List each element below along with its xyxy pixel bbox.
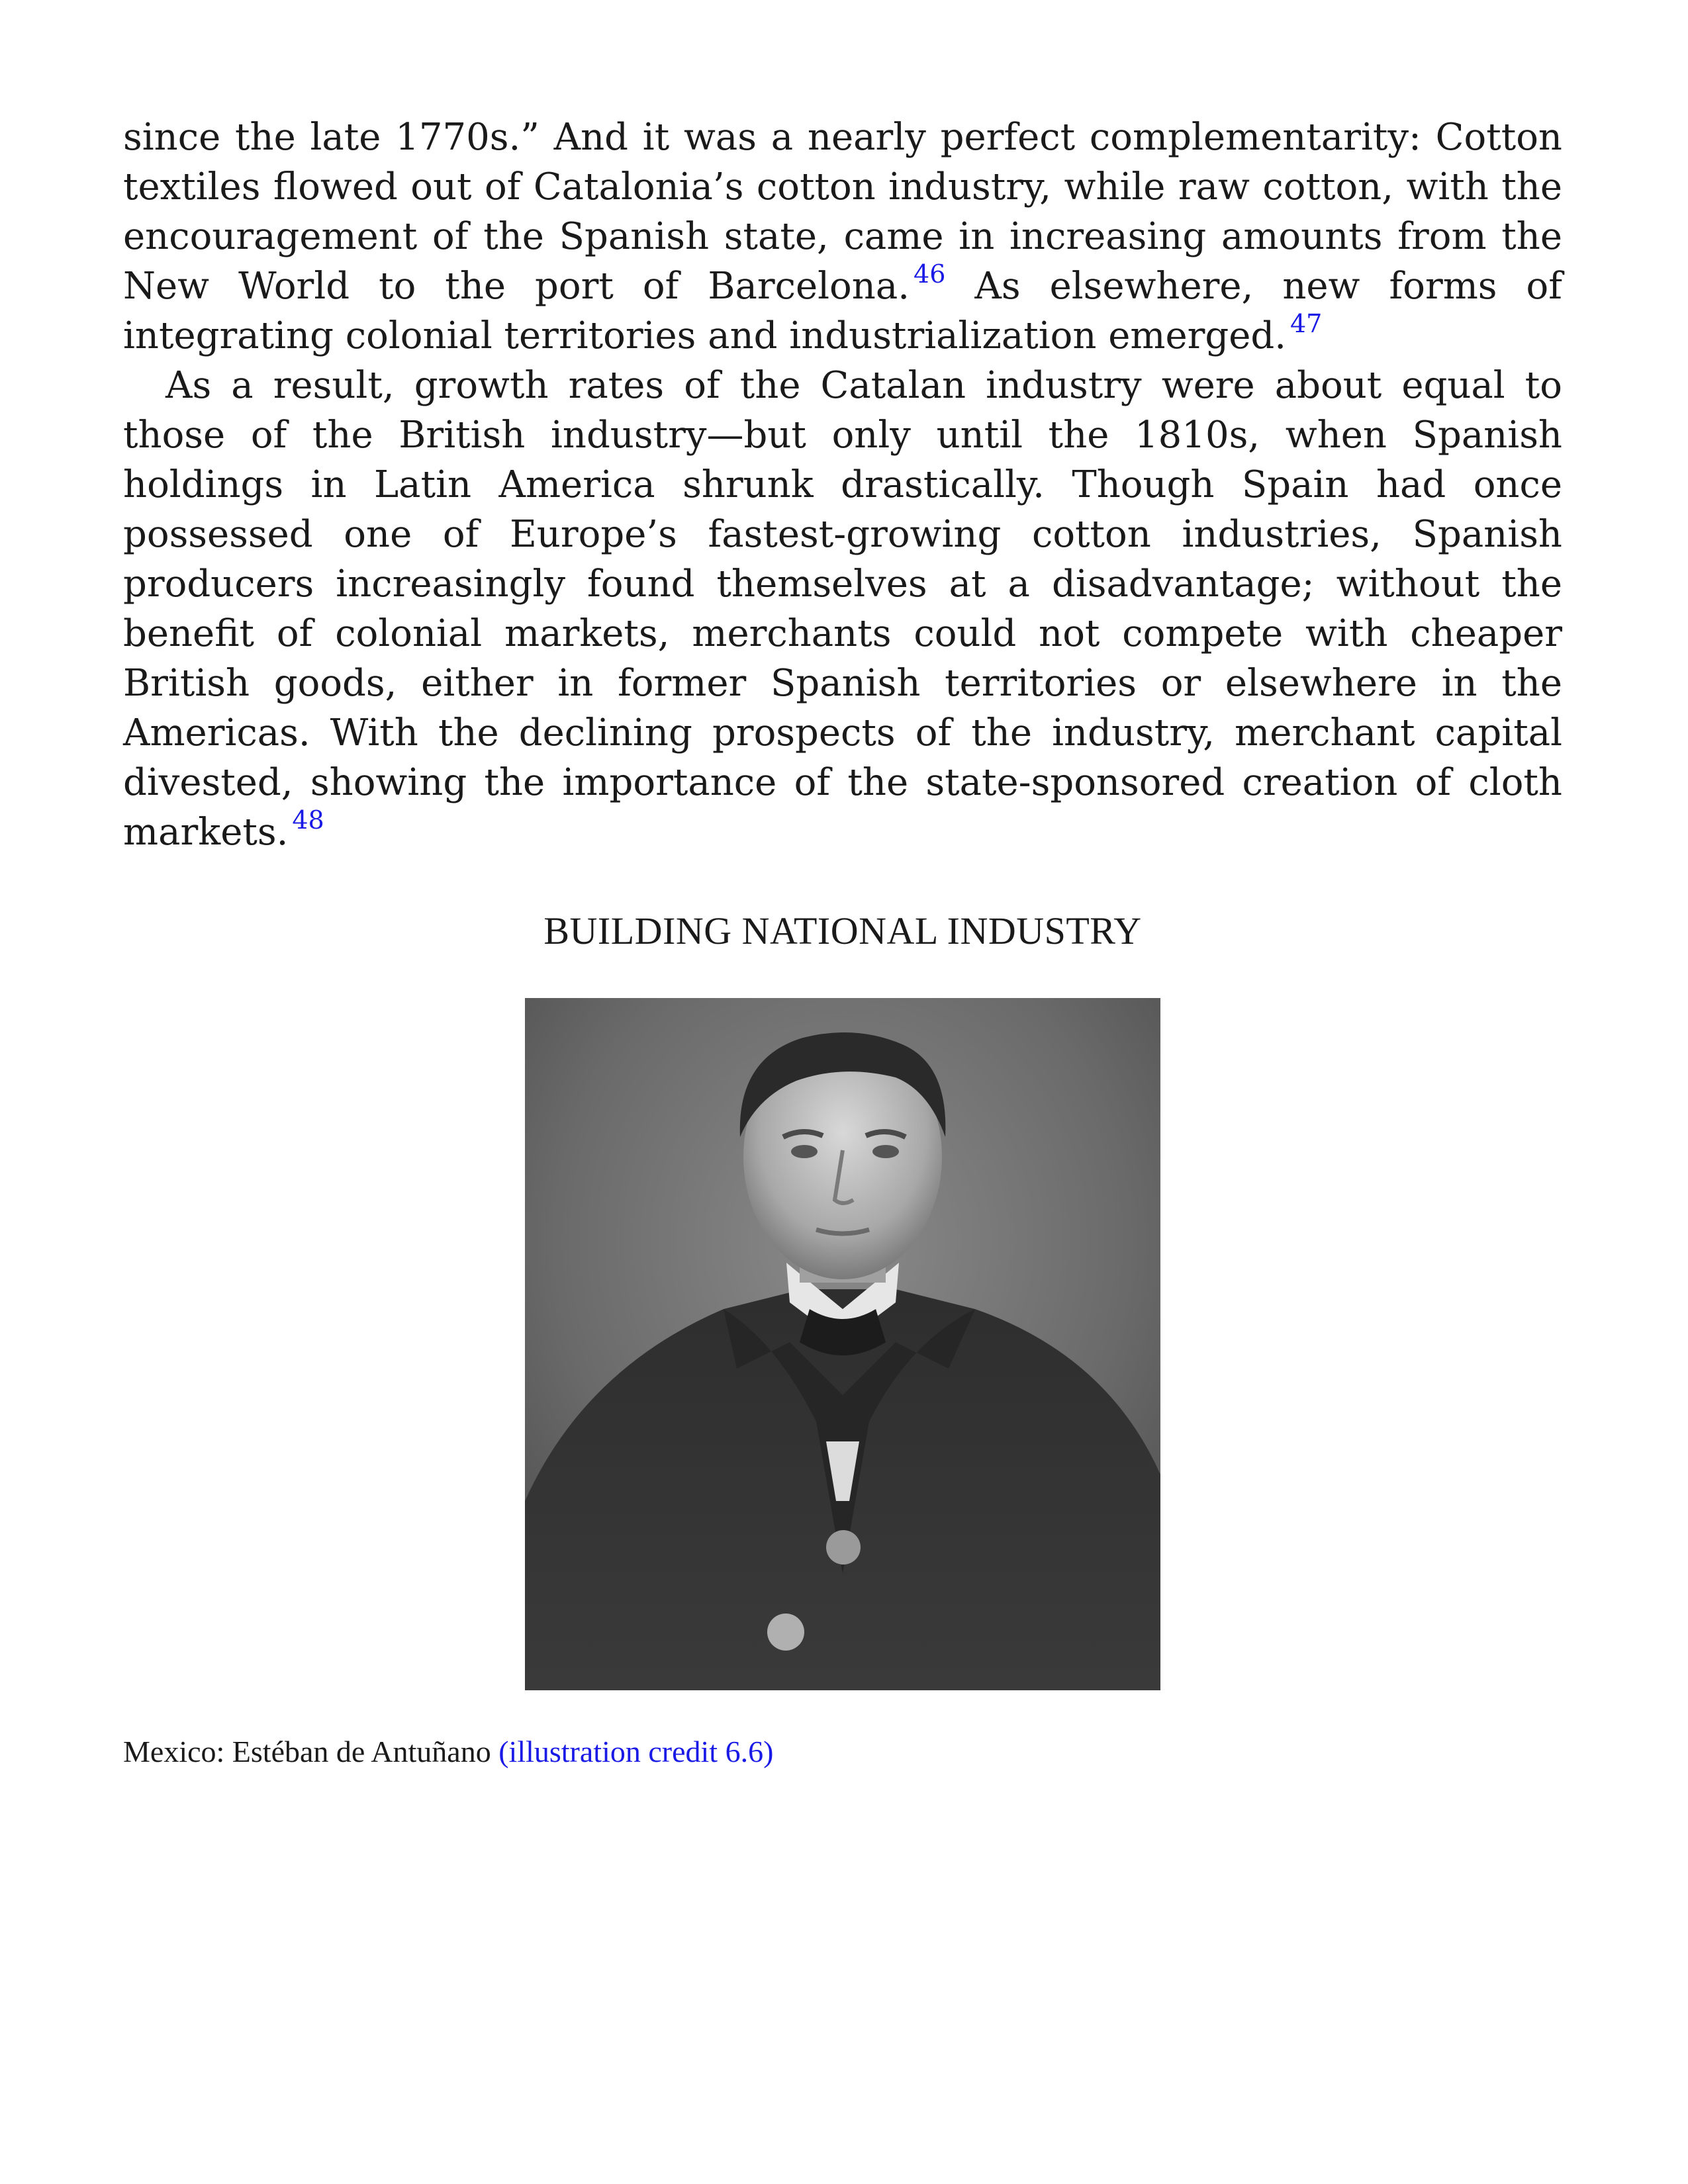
- body-paragraph-1: [123, 113, 1562, 361]
- paragraph-text: As a result, growth rates of the Catalan industry were about equal to those of the British industry—but only until the 1810s, when Spanish holdings in Latin America shrunk drastically. Though Spain had once possessed one of Europe’s fastest-growing cotton industries, Spanish producers increasingly found themselves at a disadvantage; without the benefit of colonial markets, merchants could not compete with cheaper British goods, either in former Spanish territories or elsewhere in the Americas. With the declining prospects of the industry, merchant capital divested, showing the importance of the state-sponsored creation of cloth markets.: [123, 364, 1562, 854]
- paragraph-text: As elsewhere, new forms of integrating colonial territories and industrialization emerged.: [123, 265, 1562, 357]
- caption-text: Mexico: Estéban de Antuñano: [123, 1735, 499, 1768]
- footnote-link[interactable]: 47: [1290, 309, 1323, 339]
- portrait-figure: [525, 998, 1160, 1690]
- section-heading: BUILDING NATIONAL INDUSTRY: [543, 909, 1142, 952]
- footnote-link[interactable]: 48: [292, 805, 324, 835]
- footnote-ref-46[interactable]: [914, 259, 945, 289]
- body-paragraph-2: [123, 361, 1562, 857]
- figure-caption: [123, 1734, 1562, 1769]
- illustration-credit-link[interactable]: (illustration credit 6.6): [498, 1735, 774, 1768]
- footnote-link[interactable]: 46: [914, 259, 946, 289]
- paragraph-text: since the late 1770s.” And it was a nearly perfect complementarity: Cotton textiles flowed out of Catalonia’s cotton industry, while raw cotton, with the encouragement of the Spanish state, came in increasing amounts from the New World to the port of Barcelona.: [123, 116, 1562, 308]
- footnote-ref-48[interactable]: [292, 805, 324, 835]
- page-content: [123, 113, 1562, 1769]
- footnote-ref-47[interactable]: [1290, 309, 1322, 338]
- portrait-image: [525, 998, 1160, 1690]
